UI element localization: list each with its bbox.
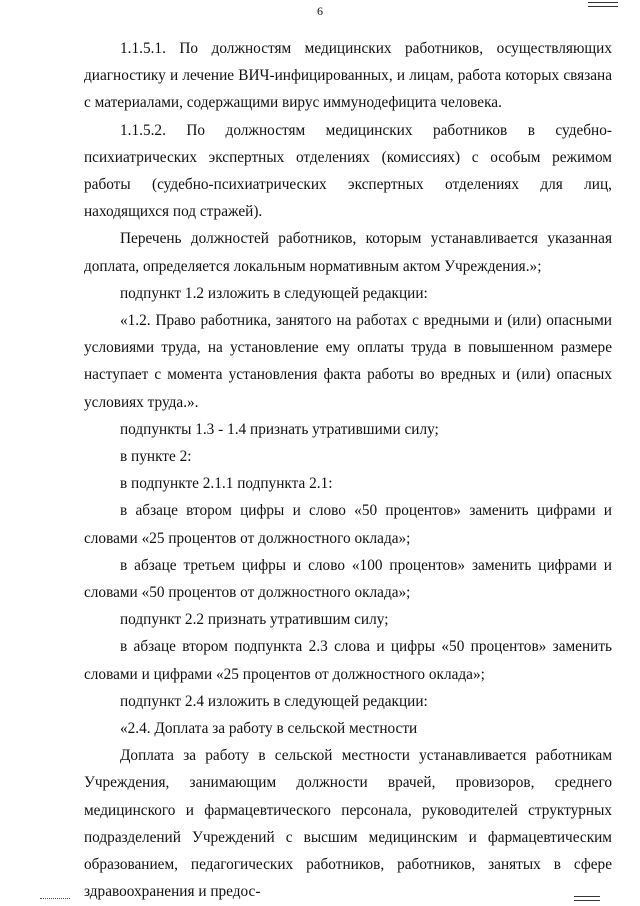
paragraph-third-abzac: в абзаце третьем цифры и слово «100 процентов» заменить цифрами и словами «50 процентов от должностного оклада»; bbox=[84, 556, 612, 602]
document-body bbox=[84, 35, 612, 906]
paragraph-1-1-5-1: 1.1.5.1. По должностям медицинских работников, осуществляющих диагностику и лечение ВИЧ-инфицированных, и лицам, работа которых связана с материалами, содержащими вирус иммунодефицита человека. bbox=[84, 40, 612, 112]
paragraph-second-abzac: в абзаце втором цифры и слово «50 процентов» заменить цифрами и словами «25 процентов от должностного оклада»; bbox=[84, 502, 612, 547]
paragraph-subpoint-2-1-1: в подпункте 2.1.1 подпункта 2.1: bbox=[120, 475, 333, 493]
scan-mark-bottom-left bbox=[40, 898, 70, 901]
paragraph-subpoint-2-2: подпункт 2.2 признать утратившим силу; bbox=[120, 611, 389, 629]
page-number: 6 bbox=[317, 4, 323, 18]
paragraph-1-1-5-2: 1.1.5.2. По должностям медицинских работников в судебно-психиатрических экспертных отделениях (комиссиях) с особым режимом работы (судебно-психиатрических экспертных отделениях для лиц, находящихся под стражей). bbox=[84, 121, 612, 221]
paragraph-subpoints-1-3-1-4: подпункты 1.3 - 1.4 признать утратившими силу; bbox=[120, 420, 439, 438]
paragraph-rural-allowance: Доплата за работу в сельской местности устанавливается работникам Учреждения, занимающим должности врачей, провизоров, среднего медицинского и фармацевтического персонала, руководителей структурных подразделений Учреждений с высшим медицинским и фармацевтическим образованием, педагогических работников, работников, занятых в сфере здравоохранения и предос- bbox=[84, 747, 612, 901]
paragraph-subpoint-2-4-heading: «2.4. Доплата за работу в сельской местности bbox=[120, 720, 418, 738]
scan-mark-bottom-right bbox=[574, 896, 600, 901]
paragraph-subpoint-2-4-intro: подпункт 2.4 изложить в следующей редакции: bbox=[120, 692, 428, 710]
paragraph-list-definition: Перечень должностей работников, которым устанавливается указанная доплата, определяется локальным нормативным актом Учреждения.»; bbox=[84, 230, 612, 275]
paragraph-subpoint-2-3: в абзаце втором подпункта 2.3 слова и цифры «50 процентов» заменить словами и цифрами «25 процентов от должностного оклада»; bbox=[84, 638, 612, 683]
paragraph-point-2: в пункте 2: bbox=[120, 448, 192, 466]
paragraph-subpoint-1-2-text: «1.2. Право работника, занятого на работах с вредными и (или) опасными условиями труда, на установление ему оплаты труда в повышенном размере наступает с момента установления факта работы во вредных и (или) опасных условиях труда.». bbox=[84, 312, 612, 411]
paragraph-subpoint-1-2-intro: подпункт 1.2 изложить в следующей редакции: bbox=[120, 284, 428, 302]
